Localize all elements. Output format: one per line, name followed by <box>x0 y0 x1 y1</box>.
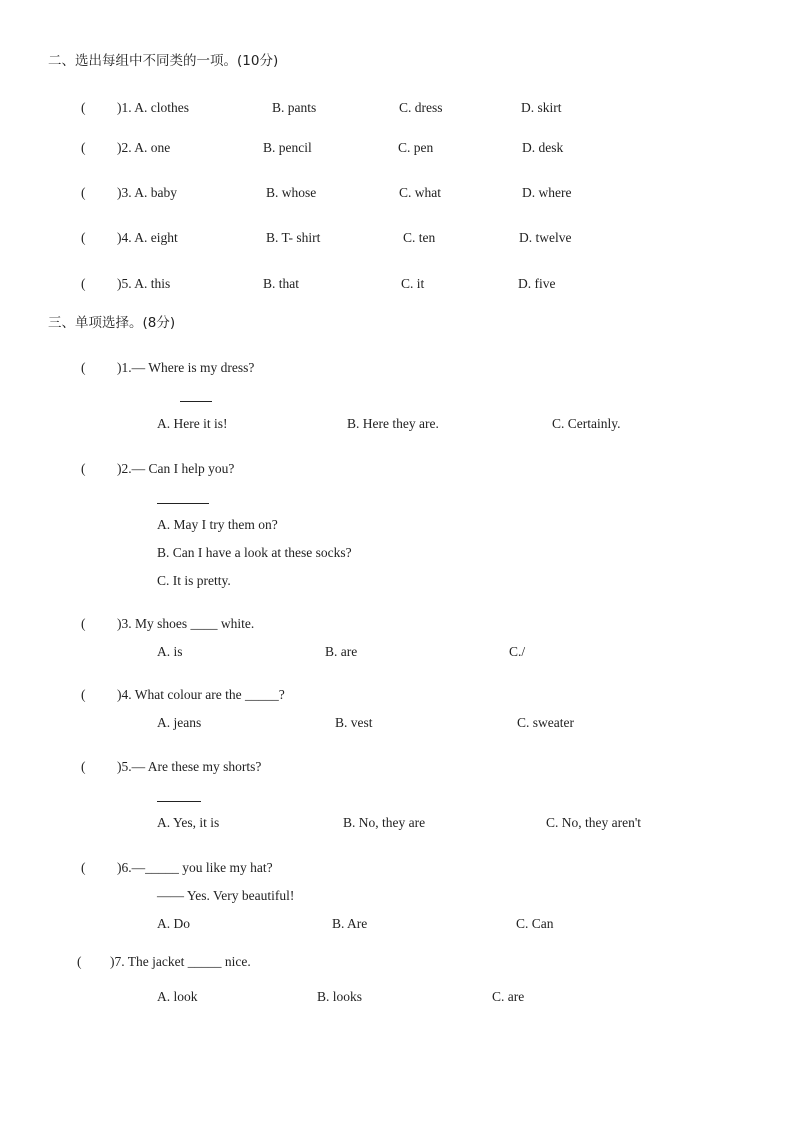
option-c: C. sweater <box>517 715 574 730</box>
question-stem: )5. A. this <box>117 276 171 291</box>
option-b: B. are <box>325 644 358 659</box>
option-c: C. what <box>399 185 441 200</box>
answer-blank-line <box>157 801 201 802</box>
option-c: C. Certainly. <box>552 416 621 431</box>
answer-bracket[interactable]: ( <box>81 616 86 631</box>
option-b: B. No, they are <box>343 815 426 830</box>
option-d: D. desk <box>522 140 564 155</box>
question-stem: )6.—_____ you like my hat? <box>117 860 273 875</box>
option-a: A. May I try them on? <box>157 517 278 532</box>
option-a: A. is <box>157 644 183 659</box>
option-b: B. Are <box>332 916 368 931</box>
option-b: B. T- shirt <box>266 230 321 245</box>
answer-blank-line <box>180 401 212 402</box>
answer-blank-line <box>157 503 209 504</box>
question-stem: )3. My shoes ____ white. <box>117 616 255 631</box>
answer-bracket[interactable]: ( <box>81 140 86 155</box>
question-stem: )1.— Where is my dress? <box>117 360 255 375</box>
section-3-title: 三、单项选择。(8分) <box>48 315 176 331</box>
question-stem: )5.— Are these my shorts? <box>117 759 262 774</box>
option-a: A. Yes, it is <box>157 815 220 830</box>
option-d: D. five <box>518 276 556 291</box>
option-d: D. where <box>522 185 572 200</box>
answer-bracket[interactable]: ( <box>81 360 86 375</box>
option-c: C. Can <box>516 916 554 931</box>
question-stem: )7. The jacket _____ nice. <box>110 954 251 969</box>
option-c: C. dress <box>399 100 443 115</box>
option-b: B. Can I have a look at these socks? <box>157 545 352 560</box>
question-stem: )3. A. baby <box>117 185 177 200</box>
answer-bracket[interactable]: ( <box>81 185 86 200</box>
option-d: D. skirt <box>521 100 562 115</box>
option-b: B. whose <box>266 185 317 200</box>
question-stem: )1. A. clothes <box>117 100 189 115</box>
answer-bracket[interactable]: ( <box>81 461 86 476</box>
section-2-title: 二、选出每组中不同类的一项。(10分) <box>48 53 279 69</box>
question-stem: )2. A. one <box>117 140 171 155</box>
option-b: B. that <box>263 276 299 291</box>
option-c: C. ten <box>403 230 436 245</box>
option-c: C./ <box>509 644 526 659</box>
option-b: B. looks <box>317 989 363 1004</box>
question-stem: )2.— Can I help you? <box>117 461 235 476</box>
question-stem: )4. A. eight <box>117 230 178 245</box>
answer-bracket[interactable]: ( <box>81 100 86 115</box>
option-b: B. Here they are. <box>347 416 439 431</box>
option-c: C. are <box>492 989 525 1004</box>
option-b: B. pencil <box>263 140 312 155</box>
option-a: A. Here it is! <box>157 416 228 431</box>
option-d: D. twelve <box>519 230 572 245</box>
option-b: B. pants <box>272 100 317 115</box>
option-a: A. Do <box>157 916 190 931</box>
answer-bracket[interactable]: ( <box>81 230 86 245</box>
option-c: C. it <box>401 276 425 291</box>
option-c: C. No, they aren't <box>546 815 642 830</box>
answer-bracket[interactable]: ( <box>81 687 86 702</box>
option-a: A. jeans <box>157 715 202 730</box>
option-c: C. pen <box>398 140 434 155</box>
option-b: B. vest <box>335 715 373 730</box>
question-stem: )4. What colour are the _____? <box>117 687 285 702</box>
option-c: C. It is pretty. <box>157 573 231 588</box>
dialogue-reply: —— Yes. Very beautiful! <box>157 888 295 903</box>
answer-bracket[interactable]: ( <box>81 276 86 291</box>
answer-bracket[interactable]: ( <box>81 759 86 774</box>
answer-bracket[interactable]: ( <box>81 860 86 875</box>
option-a: A. look <box>157 989 198 1004</box>
answer-bracket[interactable]: ( <box>77 954 82 969</box>
